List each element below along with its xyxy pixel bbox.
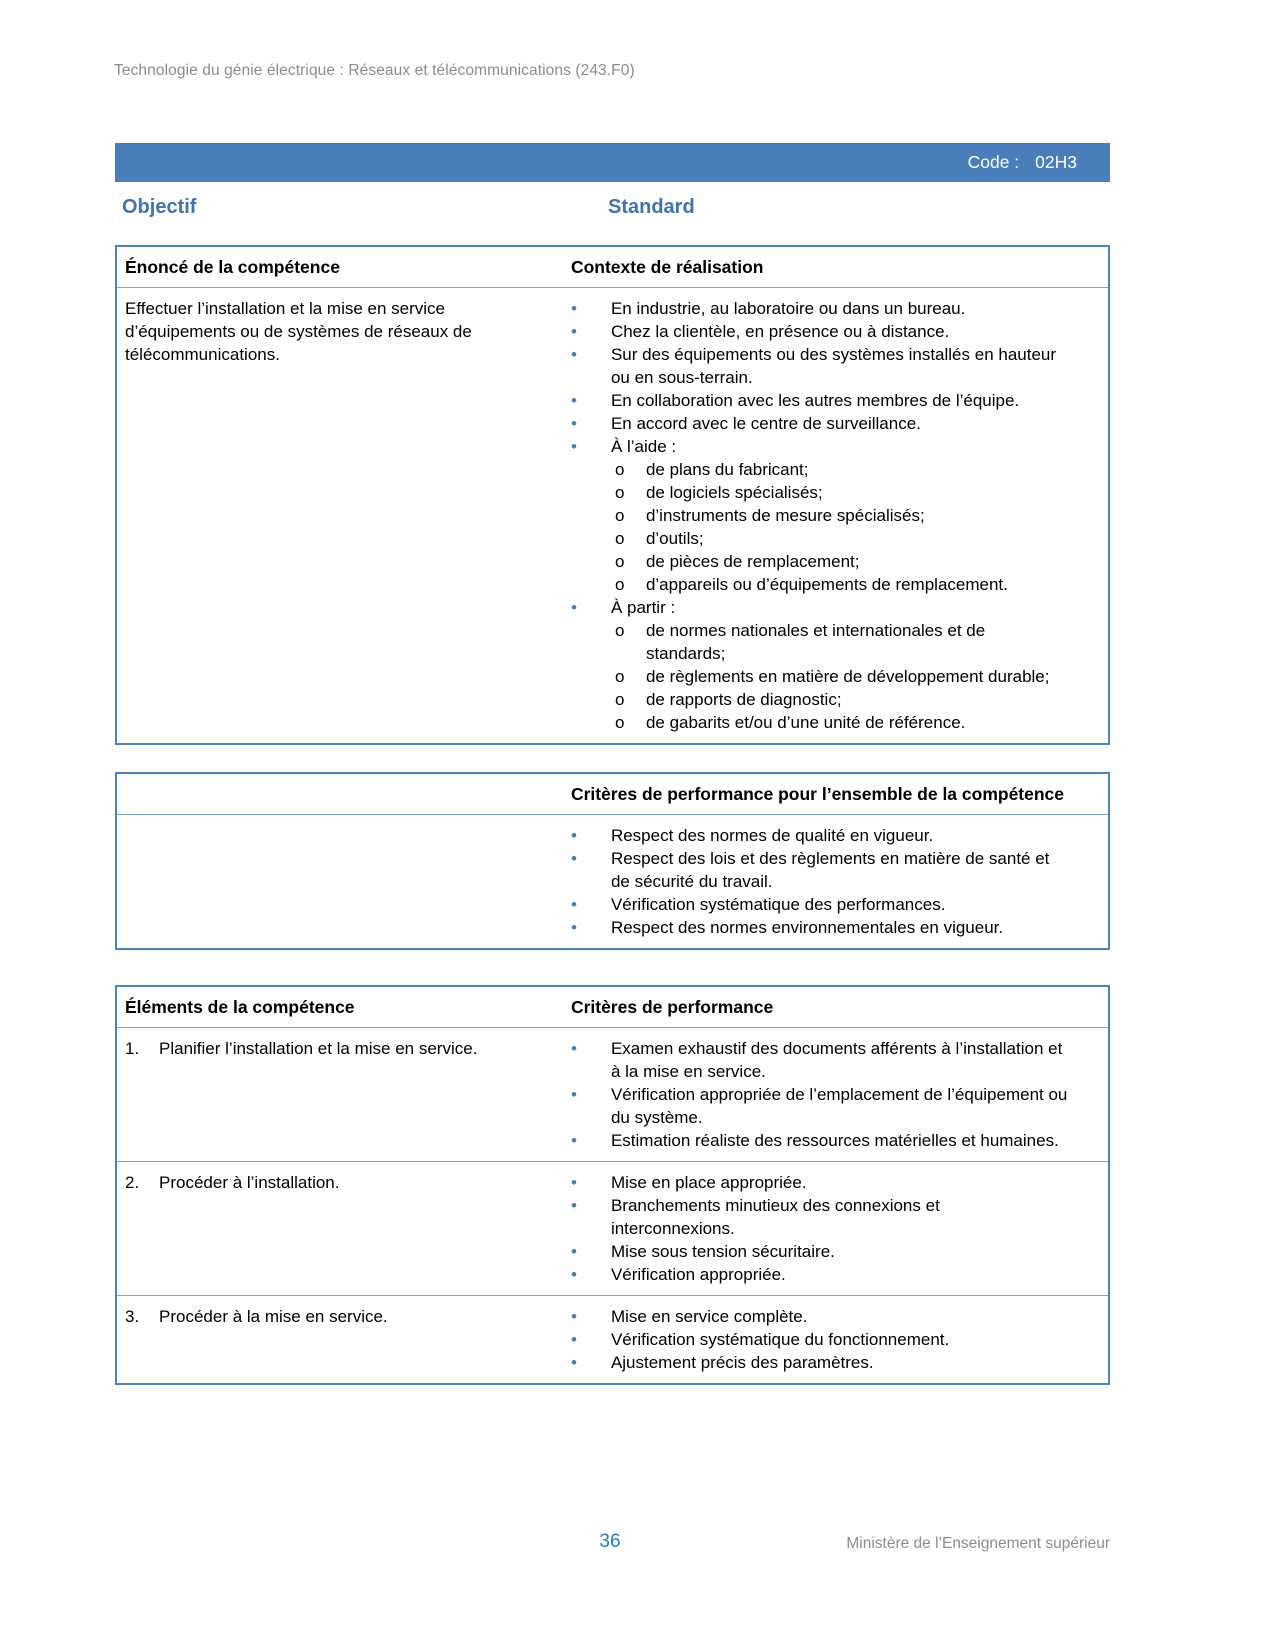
page-number: 36 <box>599 1531 621 1552</box>
bullet-item <box>571 1083 1068 1129</box>
bullet-marker: • <box>570 1307 577 1326</box>
sub-bullet-item <box>615 688 1068 711</box>
bullet-marker: • <box>570 1173 577 1192</box>
criteres-ensemble-list <box>563 815 1108 948</box>
bullet-item <box>571 1129 1068 1152</box>
sub-bullet-item <box>615 665 1068 688</box>
bullet-marker: • <box>570 437 577 456</box>
circle-marker: o <box>614 552 625 571</box>
criteria-list-1 <box>563 1028 1108 1161</box>
list-item-text: Mise en place appropriée. <box>610 1173 807 1192</box>
table3-row-3 <box>117 1296 1108 1383</box>
table1-right-header: Contexte de réalisation <box>570 257 764 277</box>
list-item-text: d’instruments de mesure spécialisés; <box>645 506 925 525</box>
code-bar <box>115 143 1110 182</box>
table1-header-row <box>117 247 1108 288</box>
bullet-item <box>571 1194 1068 1240</box>
competence-statement: Effectuer l’installation et la mise en service d’équipements ou de systèmes de réseaux de télécommunications. <box>125 299 472 364</box>
bullet-marker: • <box>570 918 577 937</box>
sub-bullet-item <box>615 619 1068 665</box>
bullet-item <box>571 1328 1068 1351</box>
circle-marker: o <box>614 460 625 479</box>
list-item-text: de rapports de diagnostic; <box>645 690 842 709</box>
contexte-list <box>563 288 1108 743</box>
table1-left-header: Énoncé de la compétence <box>125 257 340 277</box>
table2-left-body-empty <box>117 815 563 948</box>
bullet-marker: • <box>570 1039 577 1058</box>
table1-body-row <box>117 288 1108 743</box>
bullet-marker: • <box>570 1353 577 1372</box>
bullet-marker: • <box>570 1330 577 1349</box>
bullet-item <box>571 1037 1068 1083</box>
list-item-text: Vérification appropriée. <box>610 1265 786 1284</box>
list-item-text: de pièces de remplacement; <box>645 552 860 571</box>
element-2-number: 2. <box>125 1173 140 1192</box>
table3-row-2 <box>117 1162 1108 1296</box>
element-1-number: 1. <box>125 1039 140 1058</box>
ministry-footer: Ministère de l’Enseignement supérieur <box>846 1535 1110 1552</box>
section-headings <box>0 196 1275 226</box>
list-item-text: Vérification systématique du fonctionnement. <box>610 1330 950 1349</box>
element-3-number: 3. <box>125 1307 140 1326</box>
list-item-text: Estimation réaliste des ressources matérielles et humaines. <box>610 1131 1059 1150</box>
list-item-text: À l’aide : <box>610 437 677 456</box>
bullet-item <box>571 1263 1068 1286</box>
bullet-item <box>571 596 1068 619</box>
list-item-text: En accord avec le centre de surveillance. <box>610 414 921 433</box>
element-3-text: Procéder à la mise en service. <box>159 1307 388 1326</box>
list-item-text: de plans du fabricant; <box>645 460 809 479</box>
list-item-text: de normes nationales et internationales et de standards; <box>645 621 986 663</box>
table2-header-row <box>117 774 1108 815</box>
bullet-item <box>571 435 1068 458</box>
sub-bullet-item <box>615 481 1068 504</box>
element-3 <box>117 1296 563 1383</box>
circle-marker: o <box>614 575 625 594</box>
table3-right-header: Critères de performance <box>570 997 774 1017</box>
circle-marker: o <box>614 506 625 525</box>
circle-marker: o <box>614 483 625 502</box>
list-item-text: En collaboration avec les autres membres de l’équipe. <box>610 391 1020 410</box>
table2-right-header: Critères de performance pour l’ensemble de la compétence <box>570 784 1065 804</box>
table-elements-criteres <box>115 985 1110 1385</box>
bullet-marker: • <box>570 1242 577 1261</box>
bullet-item <box>571 1351 1068 1374</box>
element-2 <box>117 1162 563 1295</box>
bullet-item <box>571 893 1068 916</box>
list-item-text: Respect des lois et des règlements en matière de santé et de sécurité du travail. <box>610 849 1050 891</box>
circle-marker: o <box>614 621 625 640</box>
table3-row-1 <box>117 1028 1108 1162</box>
list-item-text: d’outils; <box>645 529 704 548</box>
table3-left-header: Éléments de la compétence <box>125 997 355 1017</box>
element-2-text: Procéder à l’installation. <box>159 1173 340 1192</box>
table2-left-header-empty <box>117 774 563 814</box>
list-item-text: de règlements en matière de développement durable; <box>645 667 1050 686</box>
code-label: Code : <box>967 152 1020 172</box>
sub-bullet-item <box>615 550 1068 573</box>
table-enonce-contexte <box>115 245 1110 745</box>
circle-marker: o <box>614 713 625 732</box>
document-header: Technologie du génie électrique : Réseaux et télécommunications (243.F0) <box>114 62 635 79</box>
element-1 <box>117 1028 563 1161</box>
bullet-item <box>571 824 1068 847</box>
bullet-item <box>571 1240 1068 1263</box>
objectif-heading: Objectif <box>122 196 197 218</box>
list-item-text: de logiciels spécialisés; <box>645 483 823 502</box>
list-item-text: En industrie, au laboratoire ou dans un bureau. <box>610 299 966 318</box>
criteria-list-2 <box>563 1162 1108 1295</box>
list-item-text: Vérification appropriée de l’emplacement de l’équipement ou du système. <box>610 1085 1068 1127</box>
list-item-text: Respect des normes environnementales en vigueur. <box>610 918 1004 937</box>
element-1-text: Planifier l’installation et la mise en service. <box>159 1039 478 1058</box>
bullet-item <box>571 389 1068 412</box>
bullet-marker: • <box>570 1196 577 1215</box>
bullet-marker: • <box>570 299 577 318</box>
circle-marker: o <box>614 529 625 548</box>
list-item-text: Vérification systématique des performances. <box>610 895 946 914</box>
bullet-marker: • <box>570 849 577 868</box>
list-item-text: Branchements minutieux des connexions et interconnexions. <box>610 1196 940 1238</box>
sub-bullet-item <box>615 504 1068 527</box>
list-item-text: Chez la clientèle, en présence ou à distance. <box>610 322 950 341</box>
bullet-item <box>571 847 1068 893</box>
table2-body-row <box>117 815 1108 948</box>
bullet-item <box>571 916 1068 939</box>
bullet-marker: • <box>570 895 577 914</box>
bullet-item <box>571 297 1068 320</box>
bullet-marker: • <box>570 1265 577 1284</box>
list-item-text: Mise sous tension sécuritaire. <box>610 1242 835 1261</box>
bullet-item <box>571 412 1068 435</box>
bullet-marker: • <box>570 345 577 364</box>
circle-marker: o <box>614 690 625 709</box>
standard-heading: Standard <box>608 196 695 218</box>
bullet-marker: • <box>570 391 577 410</box>
bullet-marker: • <box>570 598 577 617</box>
bullet-marker: • <box>570 1131 577 1150</box>
bullet-item <box>571 1171 1068 1194</box>
table-criteres-ensemble <box>115 772 1110 950</box>
bullet-marker: • <box>570 322 577 341</box>
circle-marker: o <box>614 667 625 686</box>
code-value: 02H3 <box>1035 152 1077 172</box>
list-item-text: de gabarits et/ou d’une unité de référence. <box>645 713 966 732</box>
sub-bullet-item <box>615 458 1068 481</box>
bullet-item <box>571 1305 1068 1328</box>
list-item-text: À partir : <box>610 598 676 617</box>
list-item-text: Sur des équipements ou des systèmes installés en hauteur ou en sous-terrain. <box>610 345 1057 387</box>
criteria-list-3 <box>563 1296 1108 1383</box>
table3-header-row <box>117 987 1108 1028</box>
bullet-marker: • <box>570 414 577 433</box>
bullet-marker: • <box>570 826 577 845</box>
sub-bullet-item <box>615 573 1068 596</box>
sub-bullet-item <box>615 527 1068 550</box>
list-item-text: Examen exhaustif des documents afférents à l’installation et à la mise en service. <box>610 1039 1063 1081</box>
list-item-text: Ajustement précis des paramètres. <box>610 1353 874 1372</box>
sub-bullet-item <box>615 711 1068 734</box>
bullet-item <box>571 343 1068 389</box>
list-item-text: Mise en service complète. <box>610 1307 808 1326</box>
list-item-text: d’appareils ou d’équipements de remplacement. <box>645 575 1008 594</box>
bullet-item <box>571 320 1068 343</box>
list-item-text: Respect des normes de qualité en vigueur. <box>610 826 934 845</box>
bullet-marker: • <box>570 1085 577 1104</box>
